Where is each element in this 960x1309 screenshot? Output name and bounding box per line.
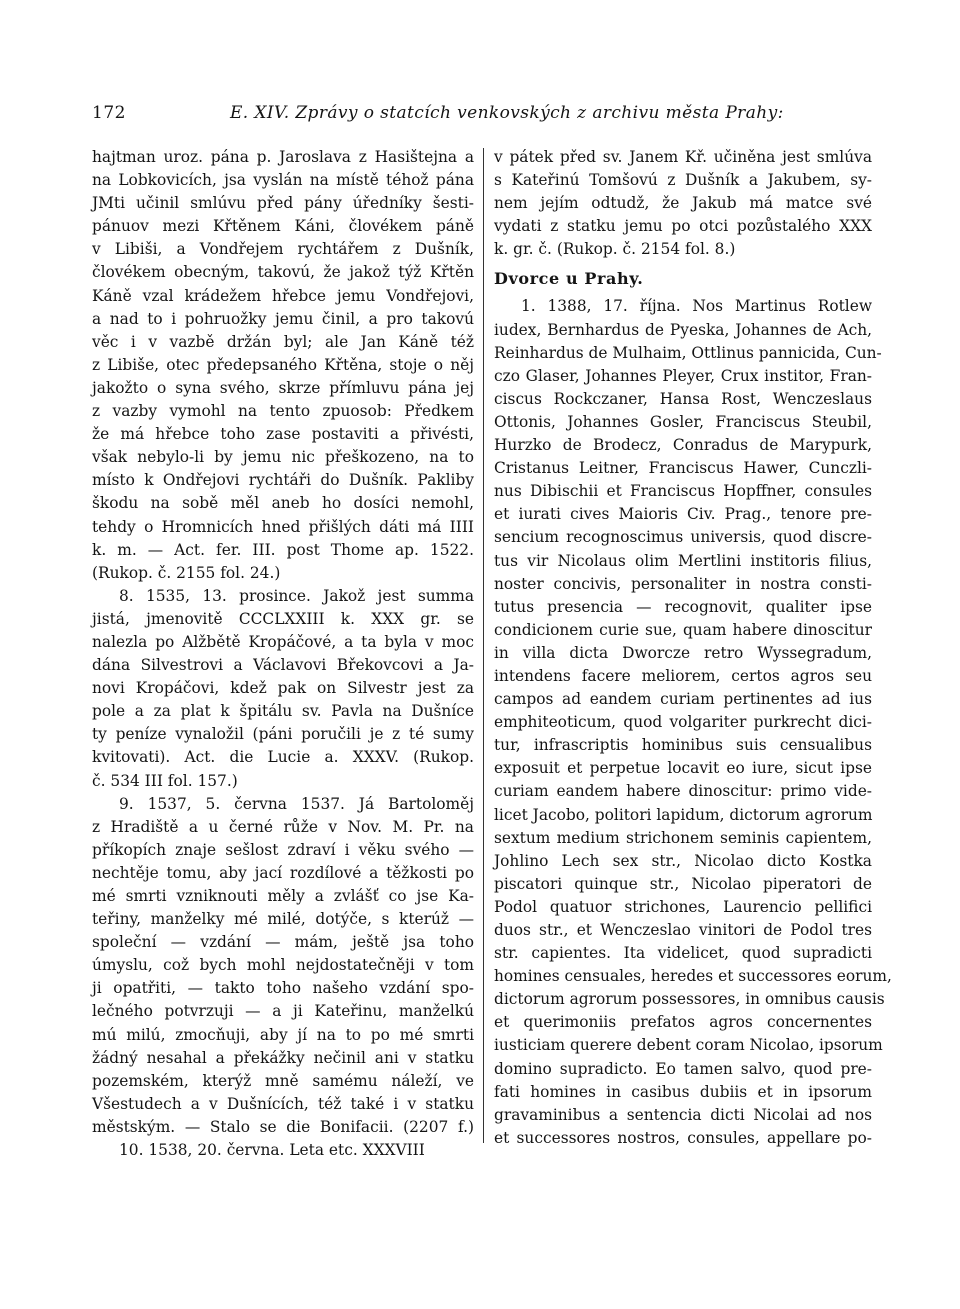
text-line: licet Jacobo, politori lapidum, dictorum agrorum — [494, 805, 873, 824]
text-line: emphiteoticum, quod volgariter purkrecht dici- — [494, 713, 872, 732]
right-column — [494, 146, 892, 1150]
text-line: č. 534 III fol. 157.) — [92, 771, 238, 790]
text-line: 8. 1535, 13. prosince. Jakož jest summa — [119, 586, 474, 605]
text-line: str. capientes. Ita videlicet, quod supradicti — [494, 944, 872, 963]
text-line: človékem obecným, takovú, že jakož týž Křtěn — [92, 263, 474, 282]
text-line: ty peníze vynaložil (páni poručili je z té sumy — [92, 725, 474, 744]
text-line: mú milú, zmocňuji, aby jí na to po mé smrti — [92, 1025, 474, 1044]
text-line: czo Glaser, Johannes Pleyer, Crux institor, Fran- — [494, 366, 872, 385]
text-line: na Lobkovicích, jsa vyslán na místě téhož pána — [92, 171, 474, 190]
text-line: fati homines in casibus dubiis et in ipsorum — [494, 1082, 872, 1101]
page-header — [92, 103, 872, 127]
text-line: příkopích znaje sešlost zdraví i věku svého — — [92, 840, 474, 859]
text-line: mé smrti vzniknouti měly a zvlášť co jse Ka- — [92, 887, 474, 905]
text-line: condicionem curie sue, quam habere dinoscitur — [494, 620, 872, 639]
text-line: (Rukop. č. 2155 fol. 24.) — [92, 563, 281, 582]
text-line: sencium recognoscimus universis, quod discre- — [494, 528, 872, 547]
text-line: homines censuales, heredes et successores eorum, — [494, 967, 892, 986]
text-line: et iurati cives Maioris Civ. Prag., tenore pre- — [494, 505, 872, 524]
text-line: 1. 1388, 17. října. Nos Martinus Rotlew — [521, 297, 872, 316]
text-line: domino supradicto. Eo tamen salvo, quod pre- — [494, 1059, 872, 1078]
text-line: jistá, jmenovitě CCCLXXIII k. XXX gr. se — [92, 609, 474, 628]
text-line: Všestudech a v Dušnících, též také i v statku — [92, 1094, 474, 1113]
text-line: vydati z statku jemu po otci pozůstalého XXX — [494, 217, 872, 236]
text-line: Ottonis, Johannes Gosler, Franciscus Steubil, — [494, 412, 872, 431]
text-line: Podol quatuor strichones, Laurencio pellifici — [494, 897, 872, 916]
text-line: městským. — Stalo se die Bonifacii. (2207 f.) — [92, 1117, 474, 1136]
text-line: k. m. — Act. fer. III. post Thome ap. 1522. — [92, 540, 474, 559]
text-line: kvitovati). Act. die Lucie a. XXXV. (Rukop. — [92, 748, 474, 767]
text-line: škodu na sobě měl aneb ho dosíci nemohl, — [92, 494, 474, 513]
text-line: et successores nostros, consules, appellare po- — [494, 1128, 872, 1147]
text-line: duos str., et Wenczeslao vinitori de Podol tres — [494, 921, 872, 939]
text-line: piscatori quinque str., Nicolao piperatori de — [494, 874, 872, 893]
text-line: iudex, Bernhardus de Pyeska, Johannes de Ach, — [494, 320, 872, 339]
text-line: et querimoniis prefatos agros concernentes — [494, 1013, 872, 1032]
text-line: věc i v vazbě držán byl; ale Jan Káně též — [92, 332, 474, 351]
text-line: 9. 1537, 5. června 1537. Já Bartoloměj — [119, 794, 474, 813]
text-line: Cristanus Leitner, Franciscus Hawer, Cunczli- — [494, 459, 872, 478]
text-line: k. gr. č. (Rukop. č. 2154 fol. 8.) — [494, 240, 736, 259]
text-line: ji opatřiti, — takto toho našeho vzdání spo- — [92, 979, 474, 998]
text-line: pozemském, kterýž mně samému náleží, ve — [92, 1071, 474, 1090]
text-line: tutus presencia — recognovit, qualiter ipse — [494, 597, 872, 616]
text-line: hajtman uroz. pána p. Jaroslava z Hasištejna a — [92, 148, 474, 166]
text-line: novi Kropáčovi, kdež pak on Silvestr jest za — [92, 679, 474, 698]
text-line: z vazby vymohl na tento zpuosob: Předkem — [92, 402, 474, 421]
column-divider — [483, 148, 484, 1143]
running-title: E. XIV. Zprávy o statcích venkovských z archivu města Prahy: — [230, 103, 784, 123]
text-line: Hurzko de Brodecz, Conradus de Marypurk, — [494, 436, 872, 455]
text-line: lečného potvrzuji — a ji Kateřinu, manželkú — [92, 1002, 474, 1021]
text-line: noster concivis, personaliter in nostra consti- — [494, 574, 872, 593]
text-line: iusticiam querere debent coram Nicolao, ipsorum — [494, 1036, 883, 1055]
section-heading: Dvorce u Prahy. — [494, 269, 644, 289]
text-line: žádný nesahal a překážky nečinil ani v statku — [92, 1048, 474, 1067]
text-line: dictorum agrorum possessores, in omnibus causis — [494, 990, 885, 1009]
text-line: v pátek před sv. Janem Kř. učiněna jest smlúva — [494, 148, 872, 166]
text-line: curiam eandem habere dinoscitur: primo vide- — [494, 782, 872, 801]
text-line: v Libiši, a Vondřejem rychtářem z Dušník, — [92, 240, 474, 259]
text-line: teřiny, manželky mé milé, dotýče, s kterúž — — [92, 910, 474, 929]
text-line: dána Silvestrovi a Václavovi Břekovcovi a Ja- — [92, 656, 474, 675]
text-line: tus vir Nicolaus olim Mertlini institoris filius, — [494, 551, 872, 570]
left-column — [92, 146, 474, 1162]
text-line: nechtěje tomu, aby jací rozdílové a těžkosti po — [92, 863, 474, 882]
text-line: a nad to i pohruožky jemu činil, a pro takovú — [92, 309, 474, 328]
text-line: společní — vzdání — mám, ještě jsa toho — [92, 933, 474, 952]
text-line: nus Dibischii et Franciscus Hopffner, consules — [494, 482, 872, 501]
text-line: nalezla po Alžbětě Kropáčové, a ta byla v moc — [92, 632, 474, 651]
text-line: ciscus Rockczaner, Hansa Rost, Wenczeslaus — [494, 389, 872, 408]
text-line: však nebylo-li by jemu nic přeškozeno, na to — [92, 448, 474, 467]
text-line: nem jejím odtudž, že Jakub má matce své — [494, 194, 872, 213]
text-line: 10. 1538, 20. června. Leta etc. XXXVIII — [119, 1141, 425, 1160]
text-line: tur, infrascriptis hominibus suis censualibus — [494, 736, 872, 755]
text-line: pánuov mezi Křtěnem Káni, človékem páně — [92, 217, 474, 236]
text-line: že má hřebce toho zase postaviti a přivésti, — [92, 425, 474, 444]
text-line: úmyslu, což bych mohl nejdostatečněji v tom — [92, 956, 474, 975]
text-line: in villa dicta Dworcze retro Wyssegradum, — [494, 643, 872, 662]
text-line: pole a za plat k špitálu sv. Pavla na Dušníce — [92, 702, 474, 721]
text-line: z Hradiště a u černé růže v Nov. M. Pr. na — [92, 817, 474, 836]
text-line: Káně vzal krádežem hřebce jemu Vondřejovi, — [92, 286, 474, 305]
text-line: intendens facere meliorem, certos agros seu — [494, 666, 872, 685]
text-line: místo k Ondřejovi rychtáři do Dušník. Pakliby — [92, 471, 474, 490]
text-line: campos ad eandem curiam pertinentes ad ius — [494, 690, 872, 709]
text-line: Reinhardus de Mulhaim, Ottlinus pannicida, Cun- — [494, 343, 882, 362]
text-line: s Kateřinú Tomšovú z Dušník a Jakubem, sy- — [494, 171, 872, 190]
text-line: Johlino Lech sex str., Nicolao dicto Kostka — [494, 851, 872, 870]
text-line: tehdy o Hromnicích hned přišlých dáti má IIII — [92, 517, 474, 536]
text-line: jakožto o syna svého, skrze přímluvu pána jej — [92, 378, 474, 397]
text-line: z Libiše, otec předepsaného Křtěna, stoje o něj — [92, 355, 474, 374]
page-number: 172 — [92, 103, 126, 123]
text-line: JMti učinil smlúvu před pány úředníky šesti- — [92, 194, 474, 213]
text-line: sextum medium strichonem seminis capientem, — [494, 828, 872, 847]
text-line: gravaminibus a sentencia dicti Nicolai ad nos — [494, 1105, 872, 1124]
text-line: exposuit et perpetue locavit eo iure, sicut ipse — [494, 759, 872, 778]
